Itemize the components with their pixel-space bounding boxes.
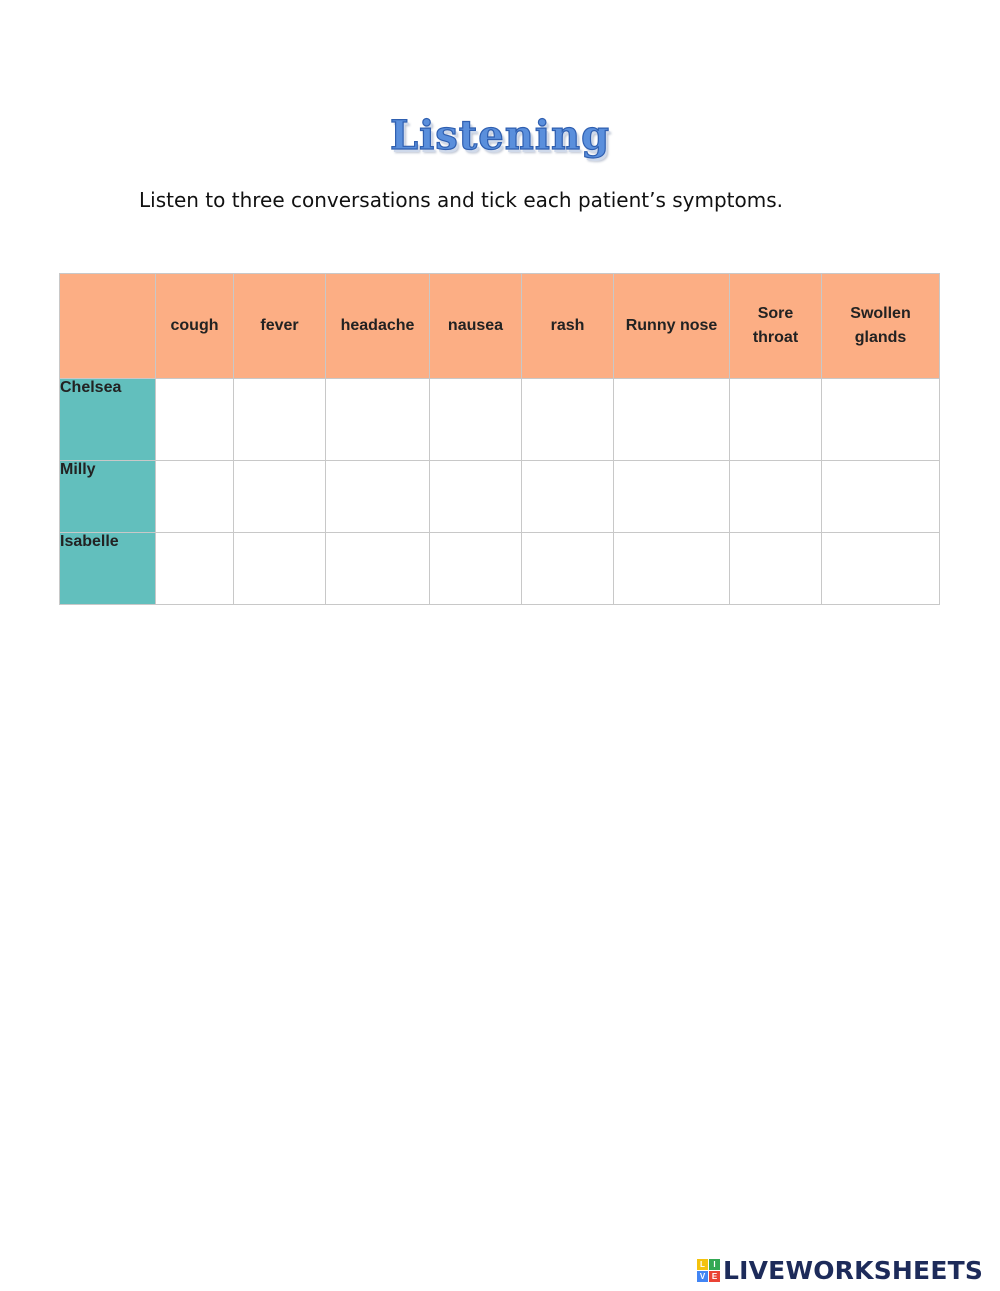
tick-cell[interactable] bbox=[614, 461, 730, 533]
table-row bbox=[60, 461, 940, 533]
tick-cell[interactable] bbox=[156, 379, 234, 461]
tick-cell[interactable] bbox=[822, 379, 940, 461]
column-header: headache bbox=[326, 274, 430, 379]
patient-name: Isabelle bbox=[60, 533, 156, 605]
table-row bbox=[60, 533, 940, 605]
tick-cell[interactable] bbox=[730, 379, 822, 461]
column-header: rash bbox=[522, 274, 614, 379]
column-header: Sore throat bbox=[730, 274, 822, 379]
logo-mark-icon: L I V E bbox=[697, 1259, 720, 1282]
column-header: nausea bbox=[430, 274, 522, 379]
tick-cell[interactable] bbox=[822, 461, 940, 533]
tick-cell[interactable] bbox=[730, 461, 822, 533]
tick-cell[interactable] bbox=[326, 461, 430, 533]
header-row bbox=[60, 274, 940, 379]
tick-cell[interactable] bbox=[156, 533, 234, 605]
tick-cell[interactable] bbox=[822, 533, 940, 605]
tick-cell[interactable] bbox=[326, 379, 430, 461]
tick-cell[interactable] bbox=[234, 379, 326, 461]
tick-cell[interactable] bbox=[430, 461, 522, 533]
patient-name: Chelsea bbox=[60, 379, 156, 461]
column-header: Runny nose bbox=[614, 274, 730, 379]
tick-cell[interactable] bbox=[614, 379, 730, 461]
column-header: Swollen glands bbox=[822, 274, 940, 379]
tick-cell[interactable] bbox=[430, 533, 522, 605]
table-row bbox=[60, 379, 940, 461]
logo-text: LIVEWORKSHEETS bbox=[723, 1255, 984, 1285]
liveworksheets-logo bbox=[697, 1256, 983, 1284]
tick-cell[interactable] bbox=[522, 533, 614, 605]
instruction-text: Listen to three conversations and tick each patient’s symptoms. bbox=[139, 188, 784, 212]
tick-cell[interactable] bbox=[234, 461, 326, 533]
tick-cell[interactable] bbox=[156, 461, 234, 533]
tick-cell[interactable] bbox=[614, 533, 730, 605]
column-header: cough bbox=[156, 274, 234, 379]
patient-name: Milly bbox=[60, 461, 156, 533]
page-title: Listening bbox=[389, 112, 611, 159]
tick-cell[interactable] bbox=[430, 379, 522, 461]
tick-cell[interactable] bbox=[234, 533, 326, 605]
tick-cell[interactable] bbox=[730, 533, 822, 605]
tick-cell[interactable] bbox=[522, 461, 614, 533]
tick-cell[interactable] bbox=[326, 533, 430, 605]
column-header: fever bbox=[234, 274, 326, 379]
tick-cell[interactable] bbox=[522, 379, 614, 461]
symptoms-table bbox=[59, 273, 940, 605]
corner-cell bbox=[60, 274, 156, 379]
